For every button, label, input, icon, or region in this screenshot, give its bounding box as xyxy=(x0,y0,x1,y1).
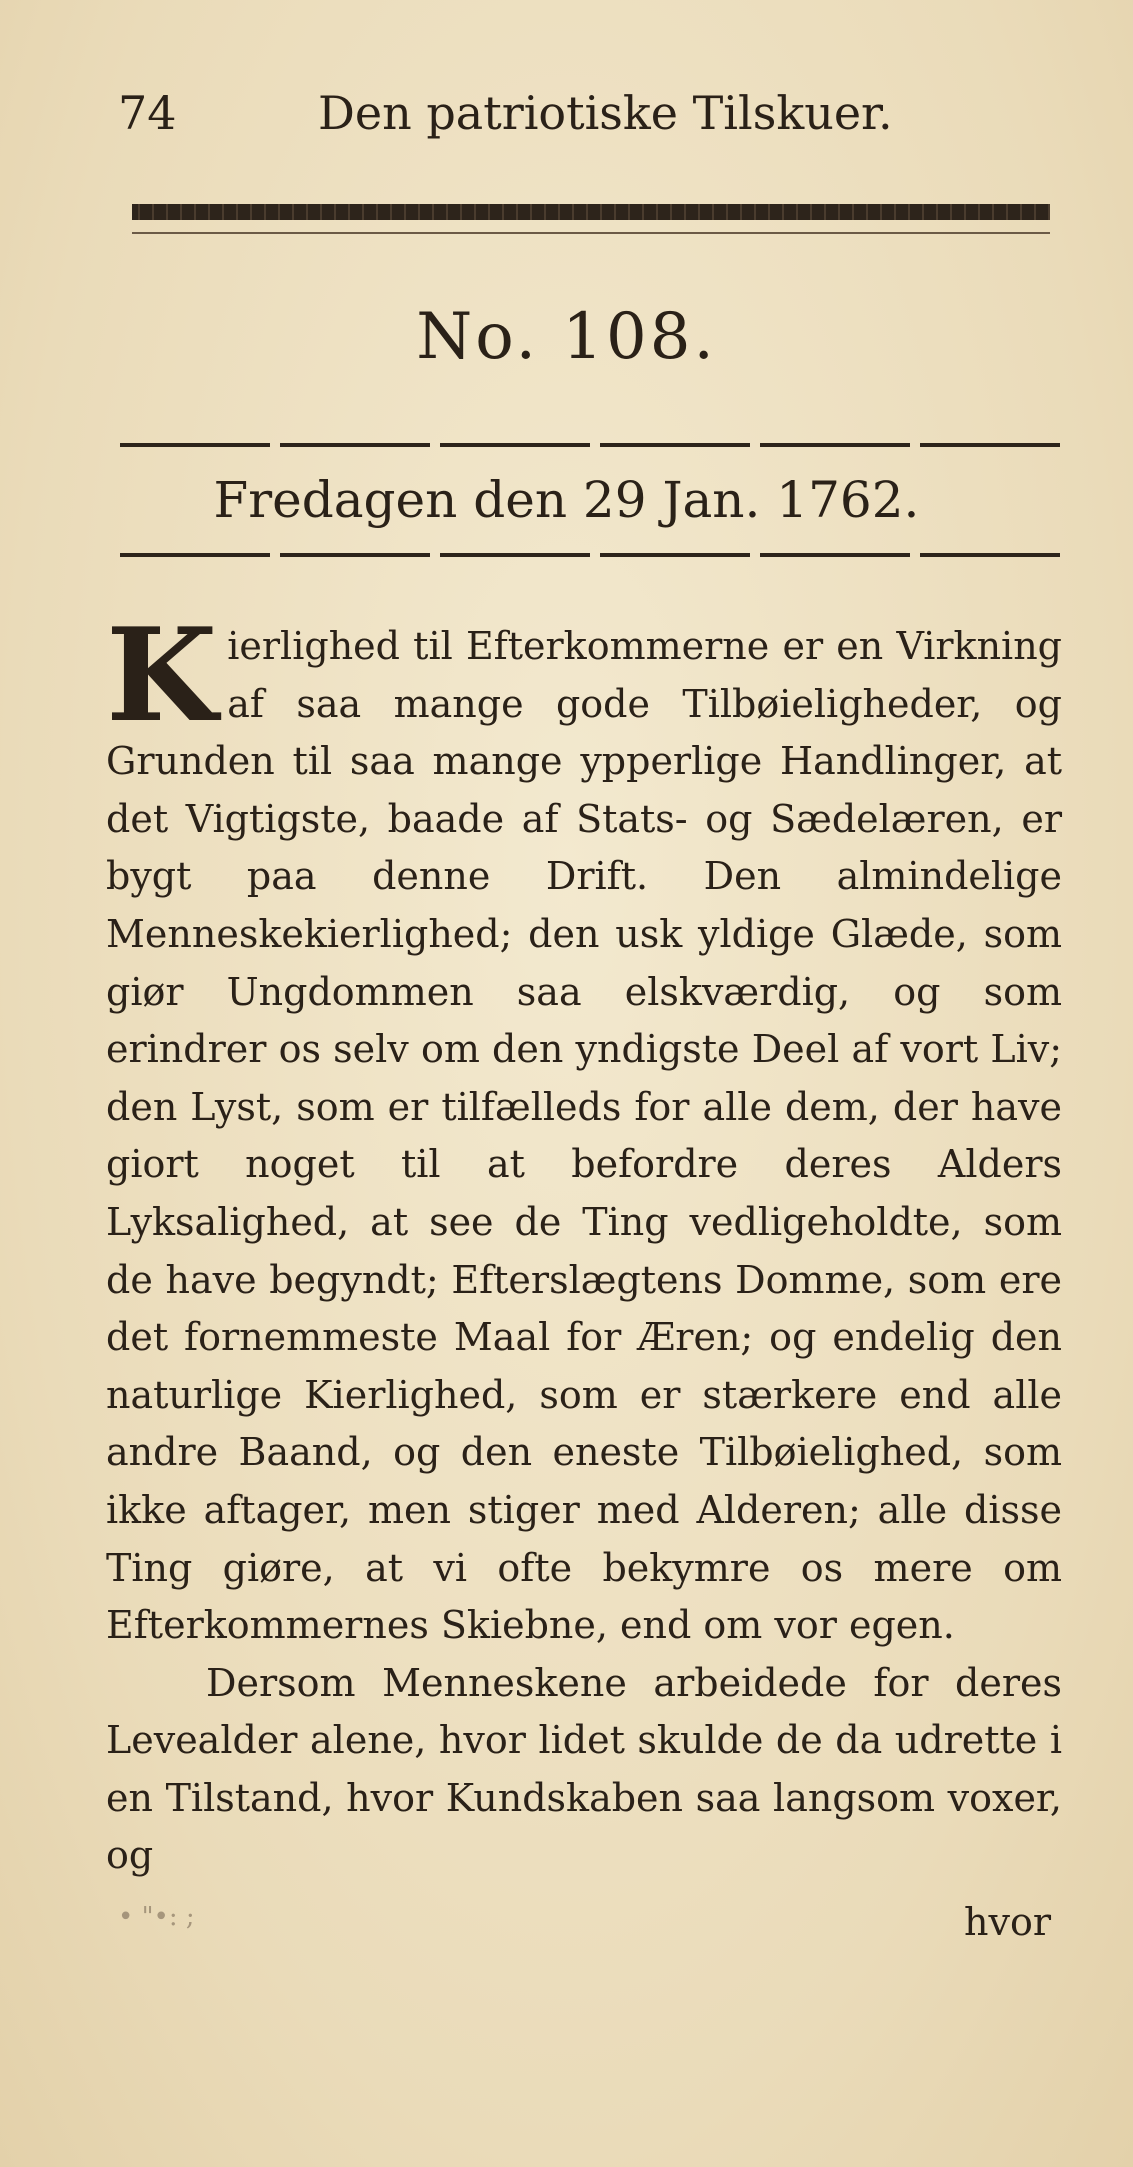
date-rule-bottom xyxy=(120,553,1060,557)
header-ornamental-rule xyxy=(132,204,1050,220)
paragraph-1-text: ierlighed til Efterkommerne er en Virkning af saa mange gode Tilbøieligheder, og Grunden til saa mange ypperlige Handlinger, at det Vigtigste, baade af Stats- og Sædelæren, er bygt paa denne Drift. Den almindelige Menneskekierlighed; den usk yldige Glæde, som giør Ungdommen saa elskværdig, og som erindrer os selv om den yndigste Deel af vort Liv; den Lyst, som er tilfælleds for alle dem, der have giort noget til at befordre deres Alders Lyksalighed, at see de Ting vedligeholdte, som de have begyndt; Efterslægtens Domme, som ere det fornemmeste Maal for Æren; og endelig den naturlige Kierlighed, som er stærkere end alle andre Baand, og den eneste Tilbøielighed, som ikke aftager, men stiger med Alderen; alle disse Ting giøre, at vi ofte bekymre os mere om Efterkommernes Skiebne, end om vor egen. xyxy=(106,624,1062,1648)
body-text xyxy=(106,601,1062,1885)
header-thin-rule xyxy=(132,232,1050,234)
issue-number-title: No. 108. xyxy=(416,300,717,374)
page-number: 74 xyxy=(118,86,177,140)
page-header xyxy=(118,78,1033,148)
paragraph-1 xyxy=(106,601,1062,1655)
issue-date-line: Fredagen den 29 Jan. 1762. xyxy=(213,471,920,529)
drop-cap: K xyxy=(106,601,218,751)
paragraph-2-text: Dersom Menneskene arbeidede for deres Levealder alene, hvor lidet skulde de da udrette i en Tilstand, hvor Kundskaben saa langsom voxer, og xyxy=(106,1660,1062,1878)
date-rule-top xyxy=(120,443,1060,447)
paragraph-2 xyxy=(106,1655,1062,1885)
catchword: hvor xyxy=(964,1900,1051,1944)
running-title: Den patriotiske Tilskuer. xyxy=(318,86,893,140)
margin-mark: • "•: ; xyxy=(118,1902,195,1932)
